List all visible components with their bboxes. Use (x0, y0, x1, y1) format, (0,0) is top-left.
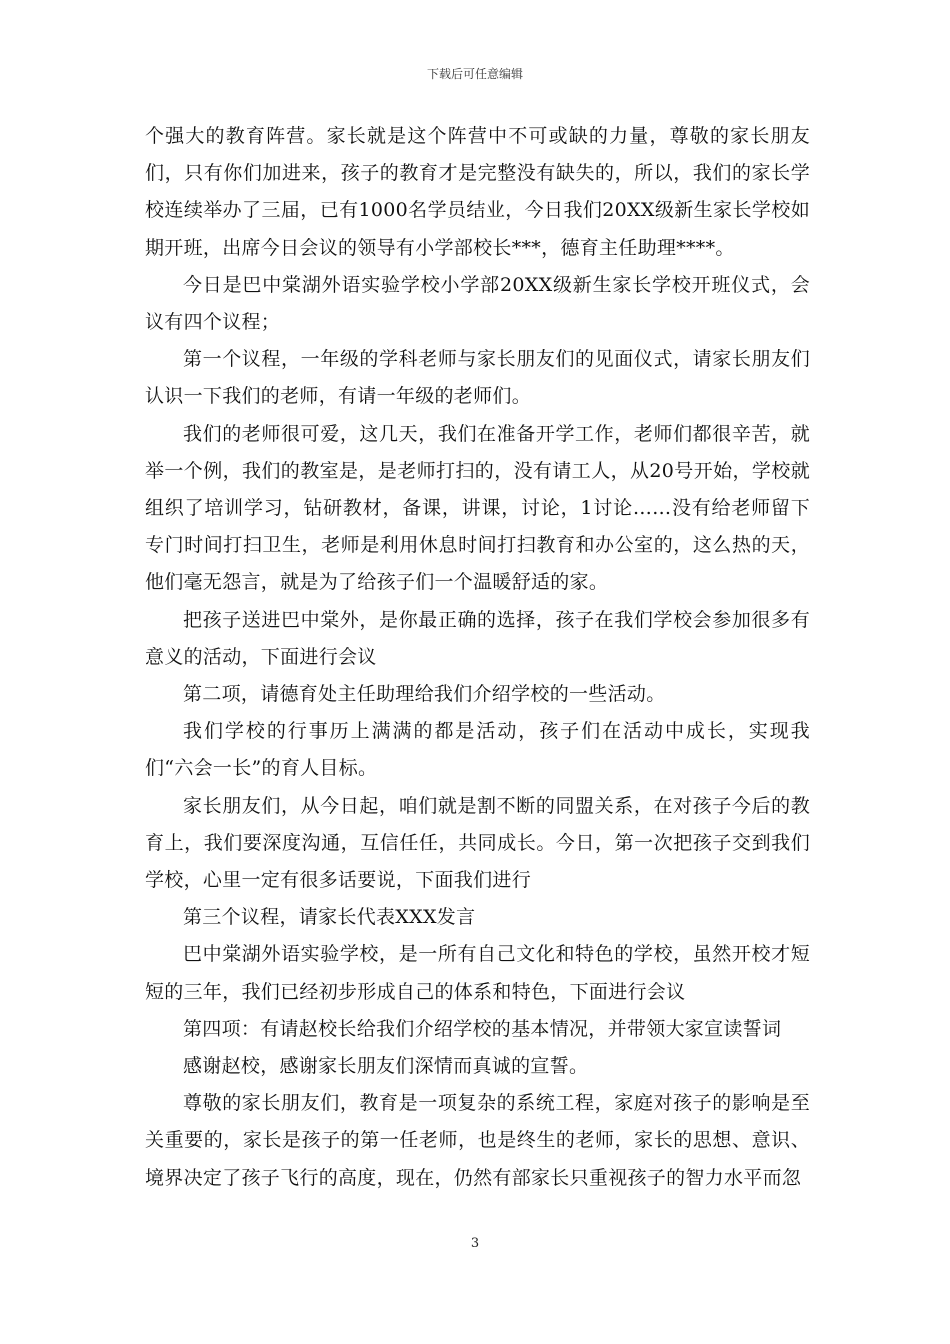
paragraph-education: 尊敬的家长朋友们，教育是一项复杂的系统工程，家庭对孩子的影响是至关重要的，家长是孩子的第一任老师，也是终生的老师，家长的思想、意识、境界决定了孩子飞行的高度，现在，仍然有部家长只重视孩子的智力水平而忽 (145, 1092, 810, 1189)
page-header: 下载后可任意编辑 (426, 67, 523, 81)
paragraph-continuation: 个强大的教育阵营。家长就是这个阵营中不可或缺的力量，尊敬的家长朋友们，只有你们加进来，孩子的教育才是完整没有缺失的，所以，我们的家长学校连续举办了三届，已有1000名学员结业，今日我们20XX级新生家长学校如期开班，出席今日会议的领导有小学部校长***，德育主任助理****。 (145, 125, 810, 259)
paragraph-alliance: 家长朋友们，从今日起，咱们就是割不断的同盟关系，在对孩子今后的教育上，我们要深度沟通，互信任任，共同成长。今日，第一次把孩子交到我们学校，心里一定有很多话要说，下面我们进行 (145, 794, 810, 892)
paragraph-school-intro: 巴中棠湖外语实验学校，是一所有自己文化和特色的学校，虽然开校才短短的三年，我们已经初步形成自己的体系和特色，下面进行会议 (145, 943, 810, 1003)
paragraph-choice: 把孩子送进巴中棠外，是你最正确的选择，孩子在我们学校会参加很多有意义的活动，下面进行会议 (145, 608, 810, 668)
document-body (145, 118, 810, 1197)
paragraph-agenda-two: 第二项，请德育处主任助理给我们介绍学校的一些活动。 (183, 683, 666, 706)
paragraph-teachers: 我们的老师很可爱，这几天，我们在准备开学工作，老师们都很辛苦，就举一个例，我们的教室是，是老师打扫的，没有请工人，从20号开始，学校就组织了培训学习，钻研教材，备课，讲课，讨论，1讨论……没有给老师留下专门时间打扫卫生，老师是利用休息时间打扫教育和办公室的，这么热的天，他们毫无怨言，就是为了给孩子们一个温暖舒适的家。 (145, 422, 810, 594)
paragraph-activities: 我们学校的行事历上满满的都是活动，孩子们在活动中成长，实现我们“六会一长”的育人目标。 (145, 720, 810, 780)
paragraph-agenda-three: 第三个议程，请家长代表XXX发言 (183, 906, 476, 929)
paragraph-agenda-four: 第四项：有请赵校长给我们介绍学校的基本情况，并带领大家宣读誓词 (183, 1017, 782, 1040)
paragraph-thanks: 感谢赵校，感谢家长朋友们深情而真诚的宣誓。 (183, 1055, 589, 1078)
paragraph-agenda-one: 第一个议程，一年级的学科老师与家长朋友们的见面仪式，请家长朋友们认识一下我们的老师，有请一年级的老师们。 (145, 348, 810, 408)
page-number: 3 (470, 1236, 480, 1251)
paragraph-opening-ceremony: 今日是巴中棠湖外语实验学校小学部20XX级新生家长学校开班仪式，会议有四个议程； (145, 273, 810, 334)
